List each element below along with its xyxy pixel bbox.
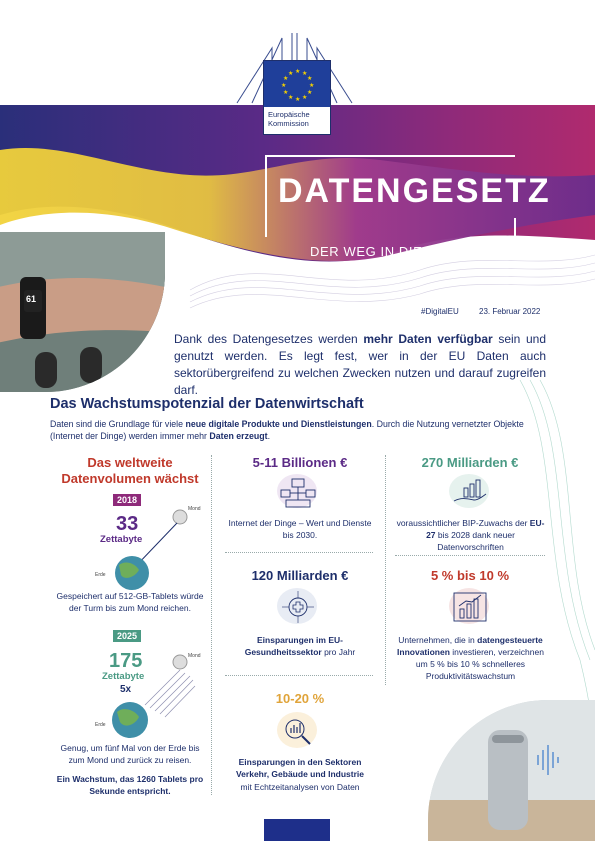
desc-2018: Gespeichert auf 512-GB-Tablets würde der Turm bis zum Mond reichen. xyxy=(56,591,204,613)
gdp-text-b: bis 2028 dank neuer Datenvorschriften xyxy=(435,530,515,552)
moon-label-2018: Mond xyxy=(188,506,201,512)
eu-flag-icon xyxy=(264,61,330,107)
svg-text:★: ★ xyxy=(309,83,315,89)
sector-savings-value: 10-20 % xyxy=(275,691,325,706)
year-badge-2025: 2025 xyxy=(113,630,141,642)
iot-value: 5-11 Billionen € xyxy=(252,455,348,470)
eu-commission-logo[interactable] xyxy=(263,60,331,135)
left-title-line1: Das weltweite xyxy=(87,455,173,470)
publication-date: 23. Februar 2022 xyxy=(479,307,541,316)
logo-line-1: Europäische xyxy=(268,110,310,119)
footer-bar xyxy=(264,819,330,841)
row-divider-mid-1 xyxy=(225,552,373,553)
health-text-bold: Einsparungen im EU-Gesundheitssektor xyxy=(244,635,343,657)
svg-text:★: ★ xyxy=(281,83,287,89)
column-divider-2 xyxy=(385,455,386,685)
intro-text-bold: mehr Daten verfügbar xyxy=(363,332,493,346)
intro-text xyxy=(174,331,546,399)
svg-text:★: ★ xyxy=(295,97,301,103)
section-text-p2: . Durch die Nutzung vernetzter Objekte (Internet der Dinge) werden immer mehr xyxy=(50,419,524,441)
row-divider-right xyxy=(395,555,545,556)
growth-hand-icon xyxy=(450,475,490,509)
gdp-text-a: voraussichtlicher BIP-Zuwachs der xyxy=(396,518,530,528)
logo-line-2: Kommission xyxy=(268,119,309,128)
moon-label-2025: Mond xyxy=(188,653,201,659)
hashtag[interactable]: #DigitalEU xyxy=(421,307,459,316)
svg-text:★: ★ xyxy=(295,69,301,75)
gdp-text xyxy=(393,517,548,553)
volume-2025: 175 xyxy=(109,650,143,672)
section-heading: Das Wachstumspotenzial der Datenwirtschaft xyxy=(50,396,364,412)
earth-moon-2018-icon xyxy=(95,505,205,595)
left-column-title xyxy=(55,455,205,487)
svg-text:★: ★ xyxy=(307,90,313,96)
section-text-p3: . xyxy=(267,431,271,441)
volume-2018: 33 xyxy=(116,513,139,535)
svg-text:★: ★ xyxy=(302,71,308,77)
iot-text: Internet der Dinge – Wert und Dienste bis 2030. xyxy=(228,518,372,540)
intro-text-part2: sein und genutzt werden. Es legt fest, wer in der EU Daten auch sektorübergreifend zu welchen Zwecken nutzen und darauf zugreifen darf. xyxy=(174,332,547,397)
iot-network-icon xyxy=(278,476,318,510)
health-text xyxy=(225,634,375,658)
intro-text-part1: Dank des Datengesetzes werden xyxy=(174,332,364,346)
productivity-value: 5 % bis 10 % xyxy=(430,568,510,583)
earth-moon-2025-icon xyxy=(95,650,205,745)
unit-2025: Zettabyte xyxy=(102,671,145,682)
sector-savings-bold: Einsparungen in den Sektoren Verkehr, Gebäude und Industrie xyxy=(235,757,364,779)
desc-2025: Genug, um fünf Mal von der Erde bis zum Mond und zurück zu reisen. xyxy=(60,743,200,765)
svg-text:★: ★ xyxy=(302,95,308,101)
earth-label-2018: Erde xyxy=(95,572,106,578)
health-text-rest: pro Jahr xyxy=(321,647,356,657)
column-divider-1 xyxy=(211,455,212,795)
growth-rate-text: Ein Wachstum, das 1260 Tablets pro Sekunde entspricht. xyxy=(56,774,204,796)
svg-text:★: ★ xyxy=(288,95,294,101)
magnifier-chart-icon xyxy=(278,713,318,749)
section-text-bold2: Daten erzeugt xyxy=(209,431,268,441)
svg-text:★: ★ xyxy=(283,76,289,82)
productivity-text xyxy=(393,634,548,682)
row-divider-mid-2 xyxy=(225,675,373,676)
svg-text:★: ★ xyxy=(288,71,294,77)
health-cross-icon xyxy=(278,589,318,625)
section-text-p1: Daten sind die Grundlage für viele xyxy=(50,419,186,429)
year-badge-2018: 2018 xyxy=(113,494,141,506)
productivity-text-bold: datengesteuerte Innovationen xyxy=(397,635,543,657)
unit-2018: Zettabyte xyxy=(100,534,143,545)
gdp-text-bold: EU-27 xyxy=(426,518,545,540)
section-text xyxy=(50,418,550,442)
page-title: DATENGESETZ xyxy=(278,172,551,210)
svg-text:★: ★ xyxy=(307,76,313,82)
gdp-value: 270 Milliarden € xyxy=(421,455,519,470)
health-value: 120 Milliarden € xyxy=(251,568,349,583)
title-frame-corner xyxy=(514,218,516,238)
productivity-text-a: Unternehmen, die in xyxy=(398,635,478,645)
multiplier-label: 5x xyxy=(120,684,132,695)
page-subtitle: DER WEG IN DIE DIGITALE DEKADE xyxy=(310,244,551,259)
productivity-text-b: investieren, verzeichnen um 5 % bis 10 % schnelleres Produktivitätswachstum xyxy=(415,647,544,681)
bar-chart-icon xyxy=(450,589,490,625)
svg-text:★: ★ xyxy=(283,90,289,96)
watch-reading: 61 xyxy=(26,294,37,304)
left-title-line2: Datenvolumen wächst xyxy=(61,471,199,486)
earth-label-2025: Erde xyxy=(95,722,106,728)
section-text-bold1: neue digitale Produkte und Dienstleistungen xyxy=(185,419,372,429)
sector-savings-text: mit Echtzeitanalysen von Daten xyxy=(240,782,360,792)
